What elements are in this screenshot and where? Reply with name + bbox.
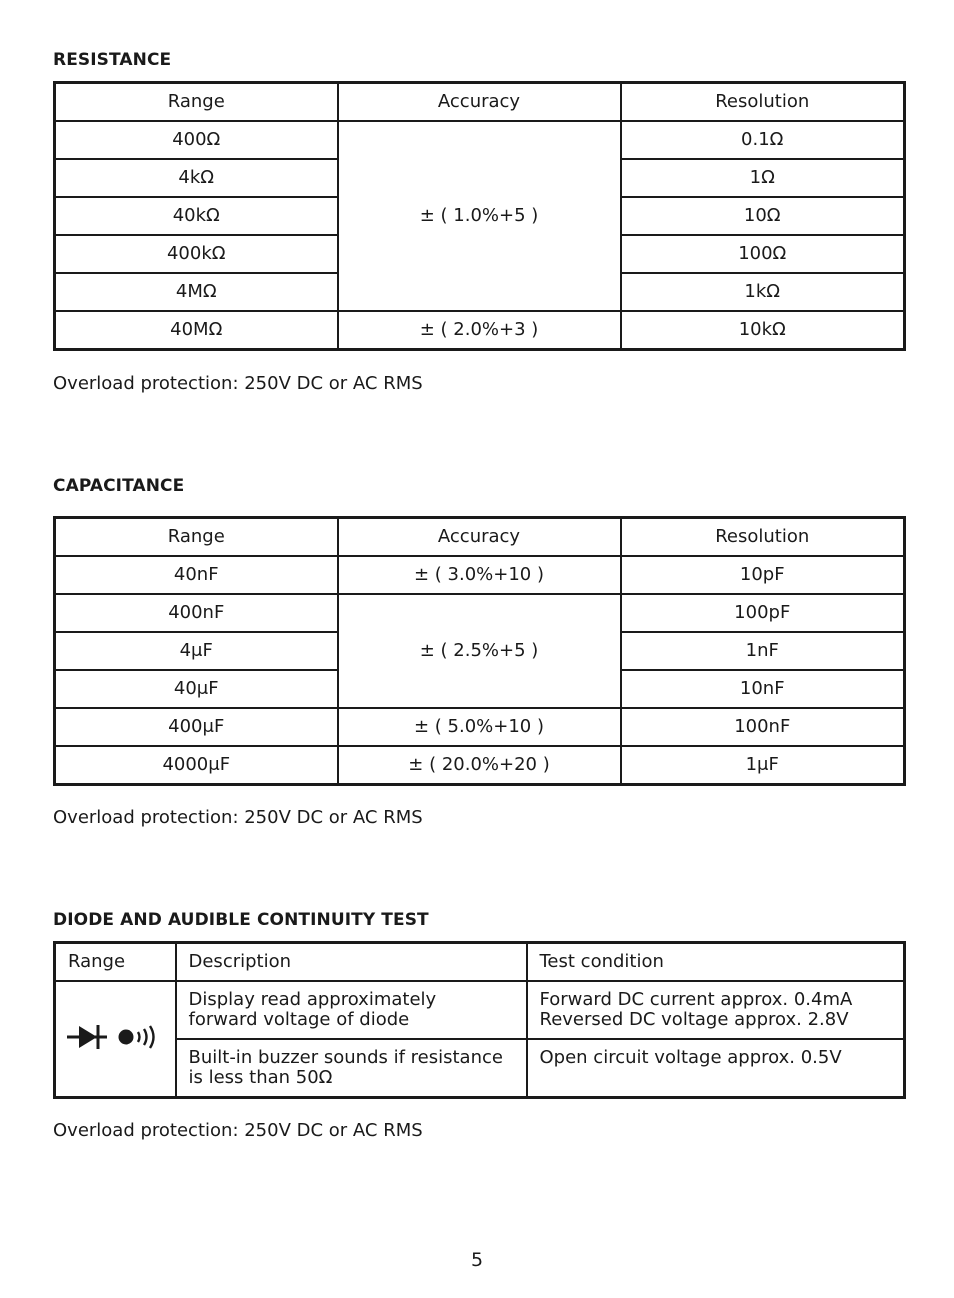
condition-line: Forward DC current approx. 0.4mA: [539, 989, 853, 1010]
resolution-cell: 10nF: [621, 670, 905, 708]
condition-cell: [527, 981, 905, 1039]
column-header: Range: [55, 518, 338, 557]
table-header-row: [55, 943, 905, 982]
column-header: Resolution: [621, 83, 905, 122]
range-symbol-cell: [55, 981, 176, 1098]
range-cell: 400Ω: [55, 121, 338, 159]
diode-icon: [67, 1025, 107, 1049]
accuracy-cell: ± ( 1.0%+5 ): [338, 121, 621, 311]
condition-line: Open circuit voltage approx. 0.5V: [539, 1047, 842, 1068]
table-row: [55, 121, 905, 159]
table-row: [55, 981, 905, 1039]
resolution-cell: 100Ω: [621, 235, 905, 273]
range-cell: 4000μF: [55, 746, 338, 785]
condition-cell: [527, 1039, 905, 1098]
diode-heading: DIODE AND AUDIBLE CONTINUITY TEST: [53, 910, 429, 930]
capacitance-table: [53, 516, 906, 786]
resolution-cell: 0.1Ω: [621, 121, 905, 159]
description-line: is less than 50Ω: [188, 1067, 333, 1088]
column-header: Resolution: [621, 518, 905, 557]
table-row: [55, 708, 905, 746]
range-cell: 40MΩ: [55, 311, 338, 350]
table-row: [55, 556, 905, 594]
overload-note: Overload protection: 250V DC or AC RMS: [53, 1120, 423, 1141]
range-cell: 4MΩ: [55, 273, 338, 311]
range-cell: 400nF: [55, 594, 338, 632]
table-row: [55, 746, 905, 785]
resolution-cell: 1μF: [621, 746, 905, 785]
table-row: [55, 594, 905, 632]
column-header: Accuracy: [338, 83, 621, 122]
continuity-buzzer-icon: [119, 1026, 154, 1048]
range-cell: 4kΩ: [55, 159, 338, 197]
table-row: [55, 311, 905, 350]
resolution-cell: 10kΩ: [621, 311, 905, 350]
resolution-cell: 10Ω: [621, 197, 905, 235]
range-cell: 400μF: [55, 708, 338, 746]
overload-note: Overload protection: 250V DC or AC RMS: [53, 807, 423, 828]
range-cell: 40nF: [55, 556, 338, 594]
column-header: Description: [176, 943, 527, 982]
resolution-cell: 100nF: [621, 708, 905, 746]
resistance-table: [53, 81, 906, 351]
resistance-heading: RESISTANCE: [53, 50, 172, 70]
range-symbols: [65, 1022, 165, 1052]
range-cell: 40kΩ: [55, 197, 338, 235]
column-header: Accuracy: [338, 518, 621, 557]
description-cell: [176, 1039, 527, 1098]
diode-table: [53, 941, 906, 1099]
resolution-cell: 1kΩ: [621, 273, 905, 311]
page-number: 5: [470, 1249, 484, 1271]
resolution-cell: 1nF: [621, 632, 905, 670]
description-line: Display read approximately: [188, 989, 437, 1010]
resolution-cell: 1Ω: [621, 159, 905, 197]
column-header: Range: [55, 943, 176, 982]
accuracy-cell: ± ( 20.0%+20 ): [338, 746, 621, 785]
accuracy-cell: ± ( 2.0%+3 ): [338, 311, 621, 350]
accuracy-cell: ± ( 3.0%+10 ): [338, 556, 621, 594]
overload-note: Overload protection: 250V DC or AC RMS: [53, 373, 423, 394]
table-row: [55, 1039, 905, 1098]
description-line: forward voltage of diode: [188, 1009, 410, 1030]
range-cell: 400kΩ: [55, 235, 338, 273]
table-header-row: [55, 83, 905, 122]
description-line: Built-in buzzer sounds if resistance: [188, 1047, 503, 1068]
column-header: Range: [55, 83, 338, 122]
range-cell: 4μF: [55, 632, 338, 670]
accuracy-cell: ± ( 5.0%+10 ): [338, 708, 621, 746]
table-header-row: [55, 518, 905, 557]
description-cell: [176, 981, 527, 1039]
resolution-cell: 100pF: [621, 594, 905, 632]
accuracy-cell: ± ( 2.5%+5 ): [338, 594, 621, 708]
capacitance-heading: CAPACITANCE: [53, 476, 185, 496]
resolution-cell: 10pF: [621, 556, 905, 594]
column-header: Test condition: [527, 943, 905, 982]
range-cell: 40μF: [55, 670, 338, 708]
condition-line: Reversed DC voltage approx. 2.8V: [539, 1009, 849, 1030]
